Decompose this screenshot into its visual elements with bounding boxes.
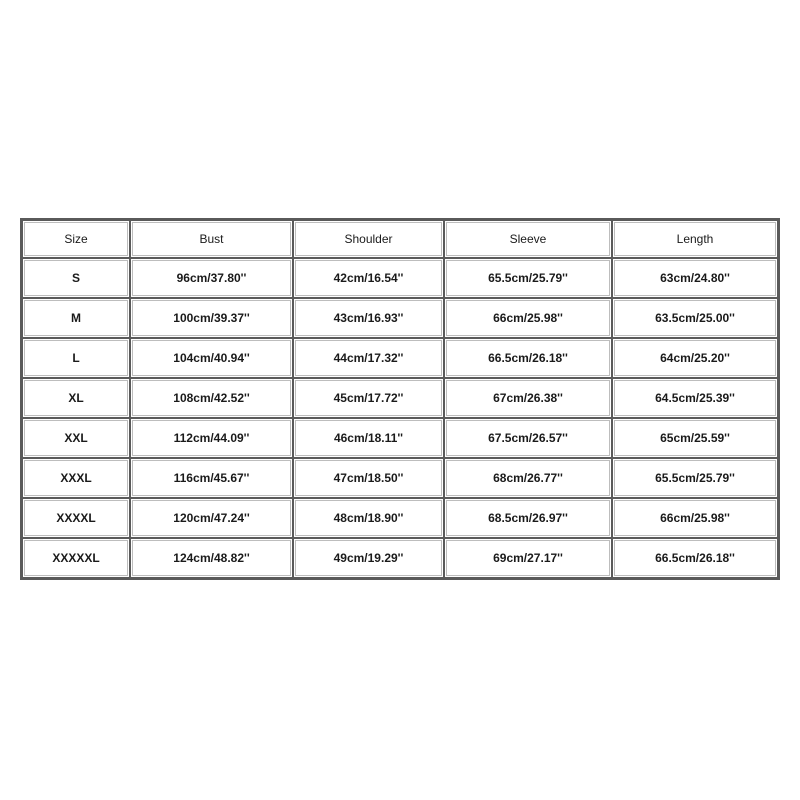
cell-sleeve: 65.5cm/25.79'' xyxy=(444,258,612,298)
table-row xyxy=(22,258,778,298)
cell-bust: 100cm/39.37'' xyxy=(130,298,293,338)
cell-sleeve: 69cm/27.17'' xyxy=(444,538,612,578)
table-row xyxy=(22,298,778,338)
header-length: Length xyxy=(612,220,778,258)
cell-size: M xyxy=(22,298,130,338)
cell-shoulder: 42cm/16.54'' xyxy=(293,258,444,298)
cell-bust: 120cm/47.24'' xyxy=(130,498,293,538)
table-row xyxy=(22,418,778,458)
cell-bust: 116cm/45.67'' xyxy=(130,458,293,498)
cell-shoulder: 44cm/17.32'' xyxy=(293,338,444,378)
size-chart-table xyxy=(20,218,780,580)
table-row xyxy=(22,338,778,378)
cell-length: 66cm/25.98'' xyxy=(612,498,778,538)
cell-length: 63cm/24.80'' xyxy=(612,258,778,298)
cell-sleeve: 67.5cm/26.57'' xyxy=(444,418,612,458)
cell-size: XXXL xyxy=(22,458,130,498)
table-row xyxy=(22,538,778,578)
table-header-row xyxy=(22,220,778,258)
cell-shoulder: 47cm/18.50'' xyxy=(293,458,444,498)
header-sleeve: Sleeve xyxy=(444,220,612,258)
table-row xyxy=(22,458,778,498)
cell-length: 64cm/25.20'' xyxy=(612,338,778,378)
cell-shoulder: 45cm/17.72'' xyxy=(293,378,444,418)
cell-shoulder: 48cm/18.90'' xyxy=(293,498,444,538)
cell-size: S xyxy=(22,258,130,298)
table-row xyxy=(22,378,778,418)
header-bust: Bust xyxy=(130,220,293,258)
cell-size: XXXXXL xyxy=(22,538,130,578)
cell-length: 66.5cm/26.18'' xyxy=(612,538,778,578)
cell-size: XXXXL xyxy=(22,498,130,538)
cell-shoulder: 43cm/16.93'' xyxy=(293,298,444,338)
cell-sleeve: 66cm/25.98'' xyxy=(444,298,612,338)
cell-sleeve: 67cm/26.38'' xyxy=(444,378,612,418)
cell-length: 65.5cm/25.79'' xyxy=(612,458,778,498)
table-row xyxy=(22,498,778,538)
cell-bust: 112cm/44.09'' xyxy=(130,418,293,458)
cell-bust: 124cm/48.82'' xyxy=(130,538,293,578)
header-shoulder: Shoulder xyxy=(293,220,444,258)
cell-size: L xyxy=(22,338,130,378)
cell-length: 63.5cm/25.00'' xyxy=(612,298,778,338)
cell-sleeve: 66.5cm/26.18'' xyxy=(444,338,612,378)
cell-bust: 96cm/37.80'' xyxy=(130,258,293,298)
cell-length: 64.5cm/25.39'' xyxy=(612,378,778,418)
cell-length: 65cm/25.59'' xyxy=(612,418,778,458)
cell-sleeve: 68cm/26.77'' xyxy=(444,458,612,498)
cell-sleeve: 68.5cm/26.97'' xyxy=(444,498,612,538)
cell-size: XXL xyxy=(22,418,130,458)
cell-size: XL xyxy=(22,378,130,418)
cell-shoulder: 46cm/18.11'' xyxy=(293,418,444,458)
cell-shoulder: 49cm/19.29'' xyxy=(293,538,444,578)
header-size: Size xyxy=(22,220,130,258)
cell-bust: 104cm/40.94'' xyxy=(130,338,293,378)
cell-bust: 108cm/42.52'' xyxy=(130,378,293,418)
